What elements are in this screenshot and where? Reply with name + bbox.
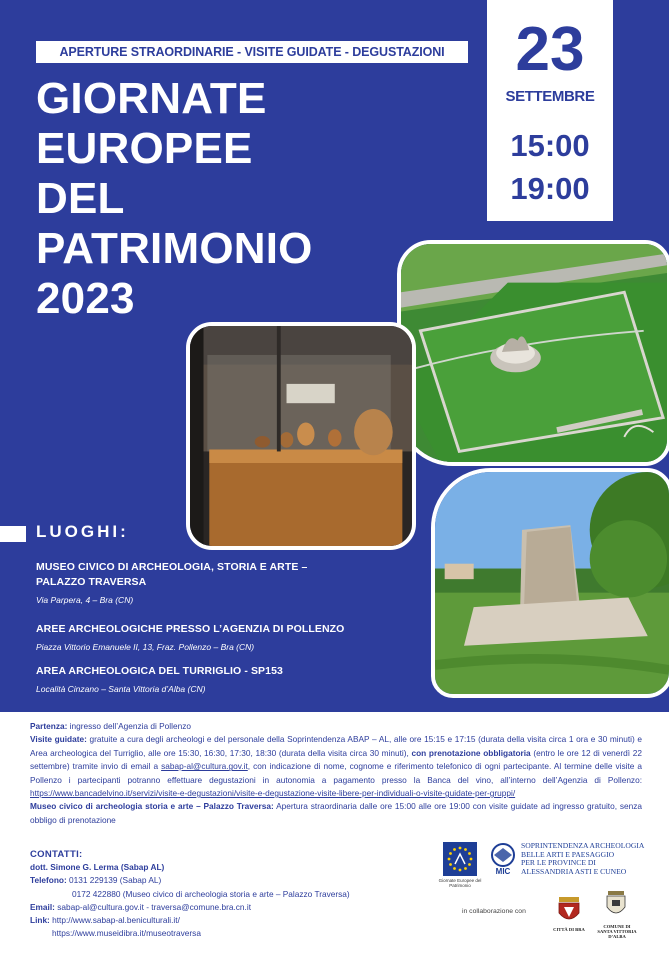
sopr-line: SOPRINTENDENZA ARCHEOLOGIA <box>521 841 645 850</box>
museum-photo <box>186 322 416 550</box>
phone-label: Telefono: <box>30 875 67 886</box>
place-address: Località Cinzano – Santa Vittoria d’Alba (CN) <box>36 684 206 694</box>
eu-logo-caption: Giornate Europee del Patrimonio <box>438 878 482 888</box>
email-link[interactable]: sabap-al@cultura.gov.it <box>57 901 144 912</box>
email-link[interactable]: traversa@comune.bra.cn.it <box>151 901 251 912</box>
title-line: EUROPEE <box>36 124 253 173</box>
title-line: GIORNATE <box>36 74 267 123</box>
mic-icon <box>488 842 518 876</box>
bra-crest-icon <box>556 895 582 925</box>
info-text: (entro le ore 12 di venerdì 22 settembre) tramite invio di email a <box>30 747 642 772</box>
santa-vittoria-caption <box>596 924 638 940</box>
page-title <box>36 74 313 324</box>
subtitle-banner: APERTURE STRAORDINARIE - VISITE GUIDATE - DEGUSTAZIONI <box>36 41 468 63</box>
info-text: , con indicazione di nome, cognome e riferimento telefonico di ogni partecipante. Al termine delle visite a Pollenzo i partecipanti potranno effettuare degustazioni in autonomia a pagamento presso la Banca del vino, all’interno dell’Agenzia di Pollenzo: <box>30 761 642 785</box>
date-month: SETTEMBRE <box>505 88 595 105</box>
info-label: Museo civico di archeologia storia e arte – Palazzo Traversa: <box>30 801 274 812</box>
place-name-line: MUSEO CIVICO DI ARCHEOLOGIA, STORIA E ARTE – <box>36 561 308 573</box>
bra-caption: CITTÀ DI BRA <box>553 927 585 932</box>
sv-caption-line: SANTA VITTORIA <box>597 929 637 935</box>
place-address: Via Parpera, 4 – Bra (CN) <box>36 595 134 605</box>
contacts-heading: CONTATTI: <box>30 849 83 860</box>
email-separator: - <box>143 901 152 912</box>
sv-caption-line: D’ALBA <box>608 934 626 940</box>
museum-photo-image <box>190 326 412 546</box>
soprintendenza-logo <box>521 842 666 876</box>
sopr-line: ALESSANDRIA ASTI E CUNEO <box>521 866 627 876</box>
sopr-line: PER LE PROVINCE DI <box>521 858 596 868</box>
info-text: gratuite a cura degli archeologi e del personale della Soprintendenza ABAP – AL, alle ore 15:15 e 17:15 (durata della visita circa 1 ora e 30 minuti) e Area archeologica del Turriglio, alle ore 15:30, 16:30, 17:30, 18:30 (durata della visita circa 30 minuti), <box>30 734 642 758</box>
info-bold: con prenotazione obbligatoria <box>411 747 531 758</box>
aerial-photo <box>397 240 669 466</box>
sv-caption-line: COMUNE DI <box>603 924 631 929</box>
eu-heritage-logo <box>443 842 477 876</box>
info-text: Apertura straordinaria dalle ore 15:00 alle ore 19:00 con visite guidate ad ingresso gratuito, senza obbligo di prenotazione <box>30 801 643 825</box>
tower-photo <box>431 468 669 698</box>
bra-crest-logo <box>556 895 582 925</box>
title-line: 2023 <box>36 274 135 323</box>
time-start: 15:00 <box>510 128 590 163</box>
mic-label: MIC <box>495 867 511 876</box>
place-name: AREA ARCHEOLOGICA DEL TURRIGLIO - SP153 <box>36 665 283 677</box>
link-label: Link: <box>30 915 50 926</box>
place-address: Piazza Vittorio Emanuele II, 13, Fraz. Pollenzo – Bra (CN) <box>36 642 255 652</box>
email-link[interactable]: sabap-al@cultura.gov.it <box>161 761 248 772</box>
contacts-section <box>30 848 430 940</box>
santa-vittoria-crest-icon <box>603 890 629 920</box>
info-section <box>30 720 642 827</box>
phone-number: 0131 229139 (Sabap AL) <box>66 875 162 886</box>
title-line: DEL <box>36 174 125 223</box>
info-visite <box>30 733 642 800</box>
date-day: 23 <box>515 15 585 84</box>
sopr-line: BELLE ARTI E PAESAGGIO <box>521 849 615 859</box>
place-item <box>36 622 344 653</box>
info-label: Visite guidate: <box>30 734 87 745</box>
collaboration-text: in collaborazione con <box>462 908 526 915</box>
phone-number: 0172 422880 (Museo civico di archeologia storia e arte – Palazzo Traversa) <box>72 888 350 899</box>
contact-person: dott. Simone G. Lerma (Sabap AL) <box>30 862 165 873</box>
luoghi-heading: LUOGHI: <box>36 522 129 541</box>
info-museo <box>30 800 642 827</box>
date-box <box>487 0 613 221</box>
bancadelvino-link[interactable]: https://www.bancadelvino.it/servizi/visite-e-degustazioni/visite-e-degustazione-visite-libere-per-individuali-o-visite-guidate-per-gruppi/ <box>30 788 516 799</box>
info-text: ingresso dell’Agenzia di Pollenzo <box>67 721 191 731</box>
santa-vittoria-crest-logo <box>603 890 629 920</box>
time-end: 19:00 <box>510 171 590 206</box>
aerial-photo-image <box>401 244 667 462</box>
tower-photo-image <box>435 472 669 694</box>
eu-stars-icon <box>443 842 477 876</box>
place-name-line: PALAZZO TRAVERSA <box>36 576 147 588</box>
title-line: PATRIMONIO <box>36 224 313 273</box>
web-link[interactable]: http://www.sabap-al.beniculturali.it/ <box>52 915 180 926</box>
place-name <box>36 560 307 590</box>
place-item <box>36 664 283 695</box>
email-label: Email: <box>30 901 55 912</box>
place-name: AREE ARCHEOLOGICHE PRESSO L’AGENZIA DI POLLENZO <box>36 623 345 635</box>
mic-logo <box>488 842 518 876</box>
web-link[interactable]: https://www.museidibra.it/museotraversa <box>52 928 201 939</box>
place-item <box>36 560 307 606</box>
info-label: Partenza: <box>30 721 68 731</box>
info-partenza <box>30 720 642 733</box>
section-marker <box>0 526 26 542</box>
